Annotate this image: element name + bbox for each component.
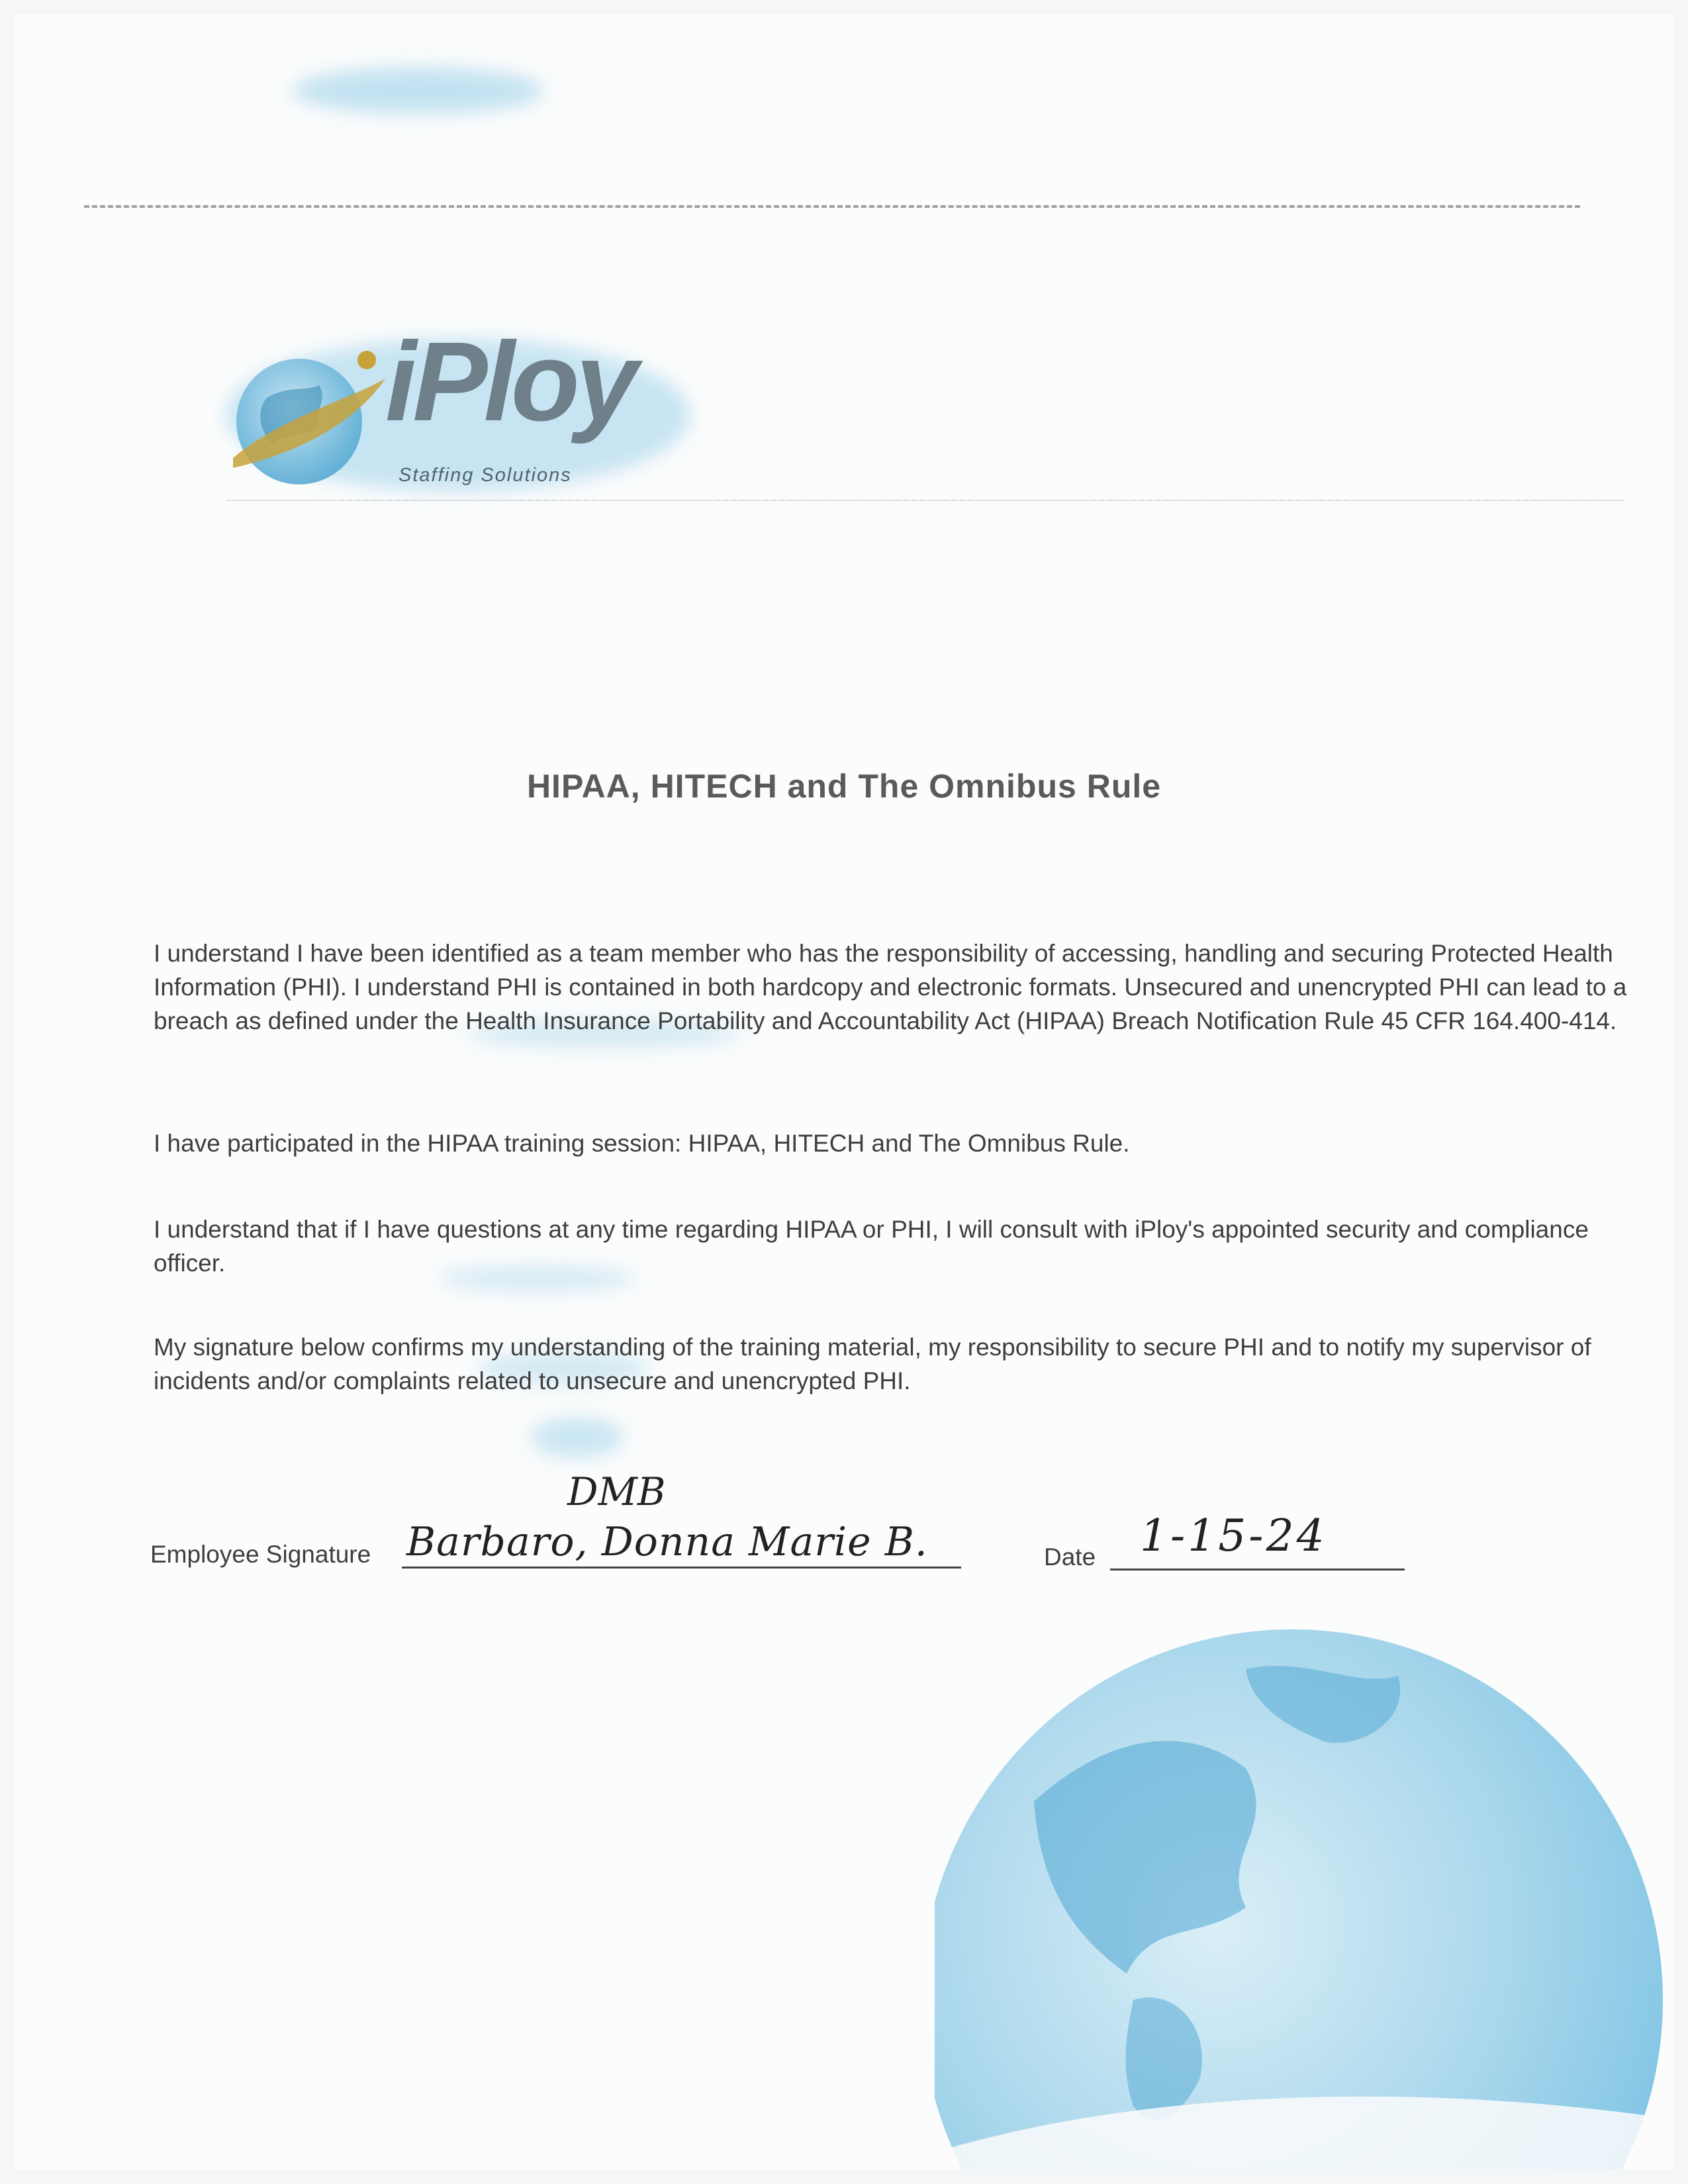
logo-wordmark: iPloy: [385, 319, 635, 445]
employee-signature-line: [402, 1567, 961, 1569]
logo-tagline: Staffing Solutions: [399, 465, 572, 486]
document-page: [15, 15, 1673, 2169]
scan-smudge: [293, 68, 544, 114]
document-title: HIPAA, HITECH and The Omnibus Rule: [526, 768, 1162, 805]
employee-initials: DMB: [567, 1469, 666, 1514]
header-rule: [84, 205, 1580, 208]
globe-icon: [935, 1629, 1673, 2169]
date-line: [1110, 1569, 1405, 1570]
scan-smudge: [531, 1418, 624, 1457]
logo-rule: [226, 500, 1623, 501]
date-label: Date: [1044, 1543, 1096, 1570]
employee-signature-value: Barbaro, Donna Marie B.: [406, 1519, 928, 1565]
date-value: 1-15-24: [1140, 1510, 1327, 1561]
company-logo: [220, 319, 696, 504]
paragraph-responsibility: I understand I have been identified as a team member who has the responsibility of accessing, handling and securing Protected Health Information (PHI). I understand PHI is contained in both hardcopy and electronic formats. Unsecured and unencrypted PHI can lead to a breach as defined under the Health Insurance Portability and Accountability Act (HIPAA) Breach Notification Rule 45 CFR 164.400-414.: [154, 940, 1627, 1034]
employee-signature-label: Employee Signature: [150, 1541, 371, 1568]
paragraph-confirmation: My signature below confirms my understanding of the training material, my responsibility to secure PHI and to notify my supervisor of incidents and/or complaints related to unsecure and unencrypted PHI.: [154, 1334, 1591, 1394]
globe-icon: [220, 339, 392, 498]
paragraph-compliance: I understand that if I have questions at any time regarding HIPAA or PHI, I will consult with iPloy's appointed security and compliance officer.: [154, 1216, 1589, 1277]
paragraph-training: I have participated in the HIPAA training session: HIPAA, HITECH and The Omnibus Rule.: [154, 1130, 1130, 1157]
